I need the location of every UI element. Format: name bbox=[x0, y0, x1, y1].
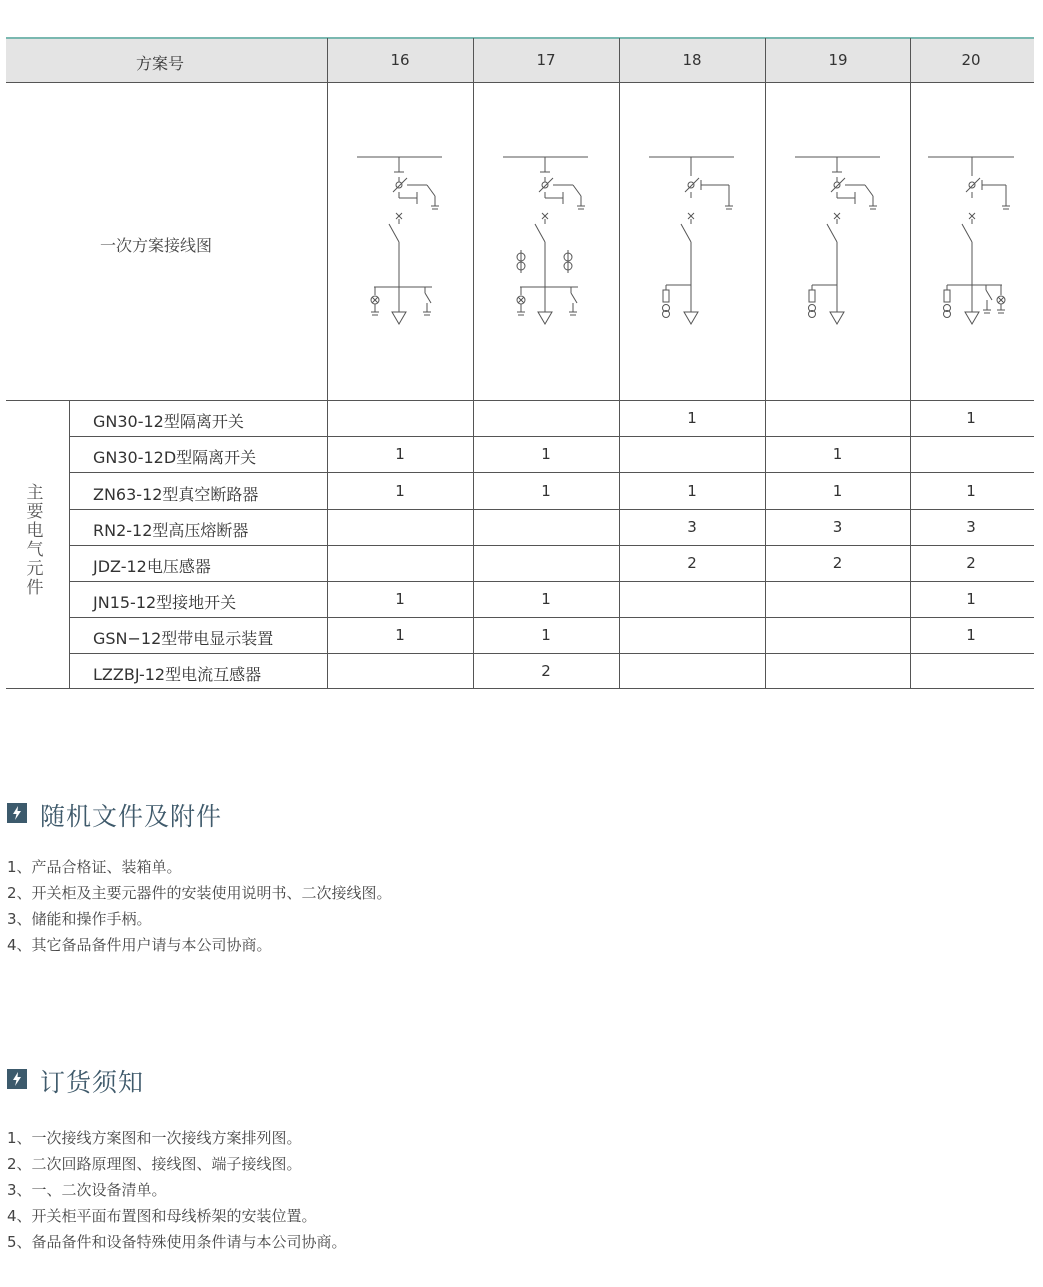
table-cell: 2 bbox=[541, 662, 551, 680]
table-cell: 1 bbox=[395, 445, 405, 463]
wiring-diagram-20 bbox=[910, 140, 1034, 340]
list-item: 4、开关柜平面布置图和母线桥架的安装位置。 bbox=[7, 1207, 317, 1225]
list-item: 1、产品合格证、装箱单。 bbox=[7, 858, 182, 876]
divider bbox=[6, 82, 1034, 83]
diagram-row-label: 一次方案接线图 bbox=[100, 236, 213, 255]
scheme-col-19: 19 bbox=[828, 51, 848, 69]
component-label: LZZBJ-12型电流互感器 bbox=[93, 665, 262, 684]
lightning-icon bbox=[7, 1069, 27, 1089]
group-char: 要 bbox=[26, 502, 44, 522]
divider bbox=[70, 653, 1034, 654]
table-cell: 1 bbox=[395, 590, 405, 608]
table-cell: 2 bbox=[966, 554, 976, 572]
divider bbox=[765, 38, 766, 688]
wiring-diagram-18 bbox=[619, 140, 765, 340]
component-label: GSN−12型带电显示装置 bbox=[93, 629, 274, 648]
component-label: GN30-12型隔离开关 bbox=[93, 412, 244, 431]
table-cell: 1 bbox=[395, 482, 405, 500]
scheme-col-16: 16 bbox=[390, 51, 410, 69]
table-cell: 1 bbox=[966, 626, 976, 644]
table-cell: 1 bbox=[541, 626, 551, 644]
table-cell: 1 bbox=[687, 482, 697, 500]
table-cell: 1 bbox=[832, 482, 843, 500]
list-item: 1、一次接线方案图和一次接线方案排列图。 bbox=[7, 1129, 302, 1147]
lightning-icon bbox=[7, 803, 27, 823]
table-cell: 3 bbox=[966, 518, 976, 536]
wiring-diagram-16 bbox=[327, 140, 473, 340]
scheme-number-header: 方案号 bbox=[135, 54, 184, 73]
table-cell: 1 bbox=[966, 409, 976, 427]
component-label: JDZ-12电压感器 bbox=[93, 557, 211, 576]
divider bbox=[6, 688, 1034, 689]
main-components-group-label bbox=[22, 484, 48, 598]
list-item: 2、开关柜及主要元器件的安装使用说明书、二次接线图。 bbox=[7, 884, 392, 902]
group-char: 件 bbox=[26, 578, 44, 598]
list-item: 3、储能和操作手柄。 bbox=[7, 910, 152, 928]
table-cell: 1 bbox=[832, 445, 843, 463]
component-label: RN2-12型高压熔断器 bbox=[93, 521, 249, 540]
table-cell: 1 bbox=[687, 409, 697, 427]
group-char: 主 bbox=[26, 483, 44, 503]
divider bbox=[70, 472, 1034, 473]
table-cell: 3 bbox=[687, 518, 697, 536]
table-cell: 1 bbox=[541, 590, 551, 608]
divider bbox=[70, 617, 1034, 618]
divider bbox=[70, 436, 1034, 437]
group-char: 元 bbox=[26, 559, 44, 579]
group-char: 气 bbox=[26, 540, 44, 560]
list-item: 3、一、二次设备清单。 bbox=[7, 1181, 167, 1199]
table-cell: 3 bbox=[832, 518, 843, 536]
component-label: GN30-12D型隔离开关 bbox=[93, 448, 257, 467]
ordering-title: 订货须知 bbox=[40, 1068, 145, 1097]
divider bbox=[6, 400, 1034, 401]
table-cell: 1 bbox=[966, 590, 976, 608]
component-label: ZN63-12型真空断路器 bbox=[93, 485, 259, 504]
scheme-col-20: 20 bbox=[961, 51, 981, 69]
table-header-accent bbox=[6, 37, 1034, 39]
divider bbox=[619, 38, 620, 688]
group-char: 电 bbox=[26, 521, 44, 541]
table-cell: 2 bbox=[687, 554, 697, 572]
component-label: JN15-12型接地开关 bbox=[93, 593, 237, 612]
scheme-col-18: 18 bbox=[682, 51, 702, 69]
divider bbox=[70, 581, 1034, 582]
list-item: 2、二次回路原理图、接线图、端子接线图。 bbox=[7, 1155, 302, 1173]
table-cell: 1 bbox=[541, 482, 551, 500]
list-item: 4、其它备品备件用户请与本公司协商。 bbox=[7, 936, 272, 954]
table-cell: 1 bbox=[966, 482, 976, 500]
wiring-diagram-19 bbox=[765, 140, 911, 340]
list-item: 5、备品备件和设备特殊使用条件请与本公司协商。 bbox=[7, 1233, 347, 1251]
divider bbox=[69, 400, 70, 688]
wiring-diagram-17 bbox=[473, 140, 619, 340]
table-cell: 2 bbox=[832, 554, 843, 572]
accessories-title: 随机文件及附件 bbox=[40, 802, 223, 831]
table-cell: 1 bbox=[395, 626, 405, 644]
scheme-col-17: 17 bbox=[536, 51, 556, 69]
divider bbox=[70, 545, 1034, 546]
divider bbox=[70, 509, 1034, 510]
table-cell: 1 bbox=[541, 445, 551, 463]
